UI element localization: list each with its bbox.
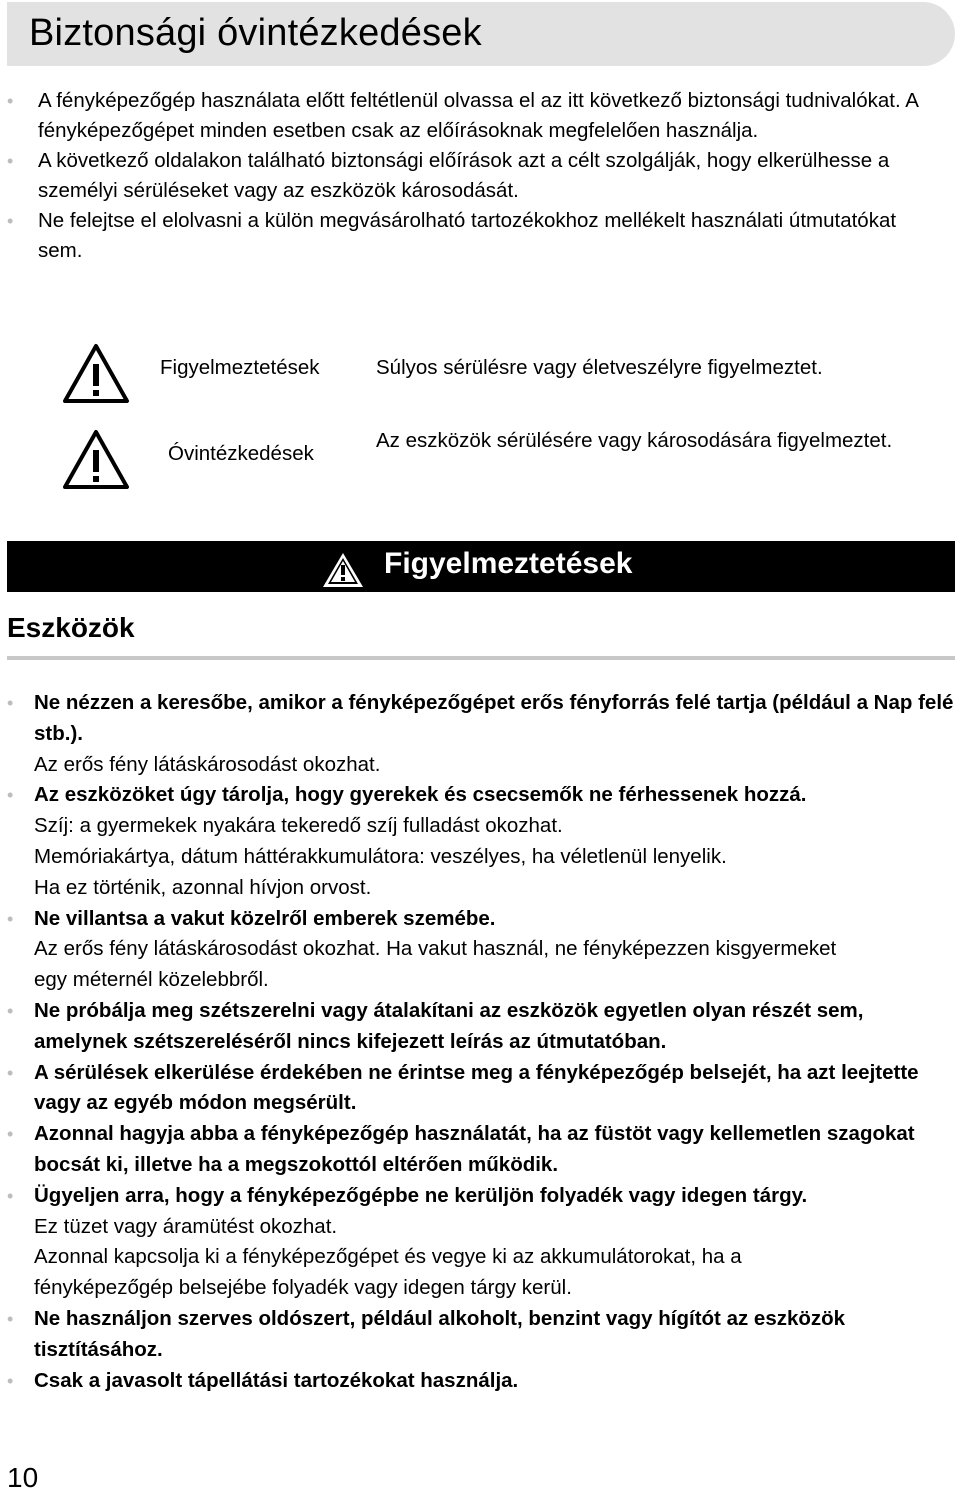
bullet-icon: • <box>7 1185 14 1206</box>
warning-item <box>0 1304 960 1366</box>
warning-detail: Szíj: a gyermekek nyakára tekeredő szíj fulladást okozhat. <box>34 814 563 838</box>
section-divider <box>7 656 955 660</box>
bullet-icon: • <box>7 785 14 806</box>
bullet-icon: • <box>7 1062 14 1083</box>
page-number: 10 <box>7 1462 39 1493</box>
bullet-icon: • <box>7 211 14 231</box>
bullet-icon: • <box>7 1124 14 1145</box>
warning-heading: Ne nézzen a keresőbe, amikor a fényképezőgépet erős fényforrás felé tartja (például a Nap felé stb.). <box>34 691 954 745</box>
caution-triangle-icon <box>62 428 130 490</box>
warning-item <box>0 780 960 903</box>
intro-item <box>0 146 940 206</box>
intro-item <box>0 86 940 146</box>
intro-item <box>0 206 940 266</box>
legend-desc-caution: Az eszközök sérülésére vagy károsodására figyelmeztet. <box>376 429 893 452</box>
warning-triangle-icon <box>321 551 365 589</box>
bullet-icon: • <box>7 1000 14 1021</box>
warning-heading: Csak a javasolt tápellátási tartozékokat használja. <box>34 1368 519 1392</box>
legend-desc-warning: Súlyos sérülésre vagy életveszélyre figyelmeztet. <box>376 356 823 379</box>
bullet-icon: • <box>7 91 14 111</box>
warning-heading: Az eszközöket úgy tárolja, hogy gyerekek és csecsemők ne férhessenek hozzá. <box>34 783 807 807</box>
warning-heading: Ne használjon szerves oldószert, például alkoholt, benzint vagy hígítót az eszközök tisztításához. <box>34 1306 846 1361</box>
warning-header-bar <box>7 541 955 592</box>
warnings-list <box>0 688 960 1396</box>
warning-item <box>0 1366 960 1397</box>
warning-detail: Ez tüzet vagy áramütést okozhat. <box>34 1214 338 1238</box>
warning-item <box>0 1181 960 1304</box>
intro-text: A fényképezőgép használata előtt feltétlenül olvassa el az itt következő biztonsági tudnivalókat. A fényképezőgépet minden esetben csak az előírásoknak megfelelően használja. <box>38 89 918 142</box>
warning-item <box>0 996 960 1058</box>
warning-heading: Ne próbálja meg szétszerelni vagy átalakítani az eszközök egyetlen olyan részét sem, amelynek szétszereléséről nincs kifejezett leírás az útmutatóban. <box>34 998 864 1053</box>
intro-list <box>0 86 940 266</box>
bullet-icon: • <box>7 908 14 929</box>
intro-text: Ne felejtse el elolvasni a külön megvásárolható tartozékokhoz mellékelt használati útmutatókat sem. <box>38 209 897 262</box>
warning-detail: Azonnal kapcsolja ki a fényképezőgépet és vegye ki az akkumulátorokat, ha a fényképezőgép belsejébe folyadék vagy idegen tárgy kerül. <box>34 1245 742 1300</box>
warning-item <box>0 1119 960 1181</box>
warning-heading: Ügyeljen arra, hogy a fényképezőgépbe ne kerüljön folyadék vagy idegen tárgy. <box>34 1183 808 1207</box>
bullet-icon: • <box>7 693 14 713</box>
warning-heading: Ne villantsa a vakut közelről emberek szemébe. <box>34 906 496 930</box>
legend-term-caution: Óvintézkedések <box>168 442 314 465</box>
warning-heading: A sérülések elkerülése érdekében ne érintse meg a fényképezőgép belsejét, ha azt leejtette vagy az egyéb módon megsérült. <box>34 1060 919 1115</box>
page-title: Biztonsági óvintézkedések <box>29 12 482 54</box>
title-bar <box>7 2 955 66</box>
bullet-icon: • <box>7 1370 14 1391</box>
intro-text: A következő oldalakon található biztonsági előírások azt a célt szolgálják, hogy elkerülhesse a személyi sérüléseket vagy az eszközök károsodását. <box>38 149 890 202</box>
warning-item <box>0 904 960 996</box>
warning-detail: Memóriakártya, dátum háttérakkumulátora: veszélyes, ha véletlenül lenyelik. <box>34 844 727 868</box>
warning-heading: Azonnal hagyja abba a fényképezőgép használatát, ha az füstöt vagy kellemetlen szagokat bocsát ki, illetve ha a megszokottól eltérően működik. <box>34 1122 915 1176</box>
warning-header-title: Figyelmeztetések <box>384 547 633 580</box>
warning-triangle-icon <box>62 342 130 404</box>
warning-detail: Ha ez történik, azonnal hívjon orvost. <box>34 875 372 899</box>
legend-term-warning: Figyelmeztetések <box>160 356 320 379</box>
warning-detail: Az erős fény látáskárosodást okozhat. <box>34 752 381 776</box>
bullet-icon: • <box>7 1308 14 1329</box>
warning-item <box>0 1058 960 1120</box>
warning-item <box>0 688 960 780</box>
section-label: Eszközök <box>7 612 135 643</box>
warning-detail: Az erős fény látáskárosodást okozhat. Ha vakut használ, ne fényképezzen kisgyermeket egy méternél közelebbről. <box>34 937 837 992</box>
bullet-icon: • <box>7 151 14 171</box>
